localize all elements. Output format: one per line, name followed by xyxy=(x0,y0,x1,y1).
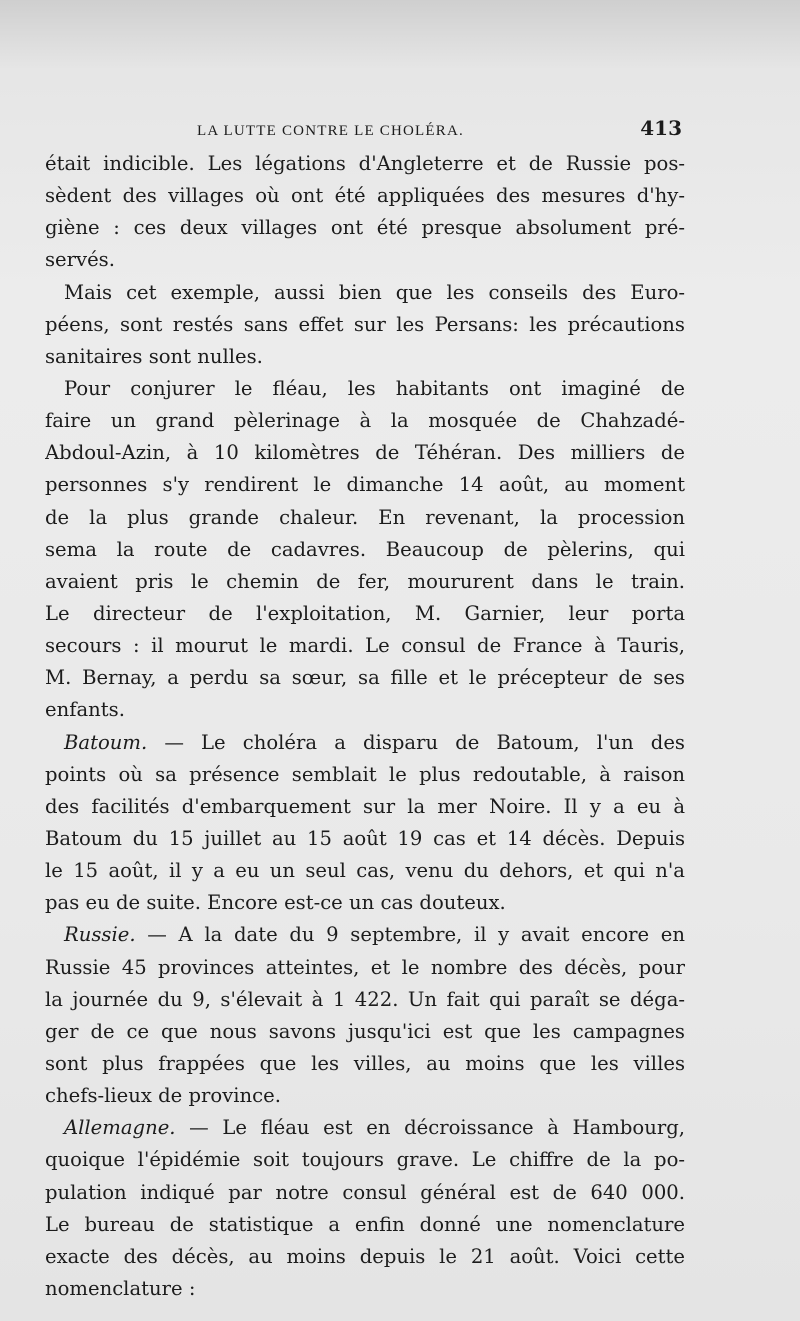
text-line: Le directeur de l'exploitation, M. Garnier, leur porta xyxy=(45,601,685,625)
text-line: de la plus grande chaleur. En revenant, la procession xyxy=(45,505,685,529)
page-number: 413 xyxy=(640,116,682,140)
text-line: pas eu de suite. Encore est-ce un cas douteux. xyxy=(45,891,506,915)
text-line: Batoum. — Le choléra a disparu de Batoum, l'un des xyxy=(64,730,685,754)
text-line: personnes s'y rendirent le dimanche 14 août, au moment xyxy=(45,473,685,497)
section-heading: Allemagne. xyxy=(64,1116,176,1140)
text-line: ger de ce que nous savons jusqu'ici est que les campagnes xyxy=(45,1019,685,1043)
text-line: faire un grand pèlerinage à la mosquée de Chahzadé- xyxy=(45,409,685,433)
text-line: sèdent des villages où ont été appliquées des mesures d'hy- xyxy=(45,184,685,208)
text-line: le 15 août, il y a eu un seul cas, venu du dehors, et qui n'a xyxy=(45,859,685,883)
text-line: secours : il mourut le mardi. Le consul de France à Tauris, xyxy=(45,634,685,658)
text-line: enfants. xyxy=(45,698,125,722)
text-line: sont plus frappées que les villes, au moins que les villes xyxy=(45,1051,685,1075)
text-line: était indicible. Les légations d'Angleterre et de Russie pos- xyxy=(45,152,685,175)
text-line: Allemagne. — Le fléau est en décroissance à Hambourg, xyxy=(64,1116,685,1140)
text-line: Abdoul-Azin, à 10 kilomètres de Téhéran. Des milliers de xyxy=(45,441,685,465)
text-line: sanitaires sont nulles. xyxy=(45,344,263,368)
text-line: avaient pris le chemin de fer, moururent dans le train. xyxy=(45,569,685,593)
text-line: chefs-lieux de province. xyxy=(45,1084,281,1108)
text-line: servés. xyxy=(45,248,115,272)
text-line: Russie. — A la date du 9 septembre, il y avait encore en xyxy=(64,923,685,947)
text-line: giène : ces deux villages ont été presque absolument pré- xyxy=(45,216,685,240)
running-head xyxy=(197,116,682,140)
text-line: la journée du 9, s'élevait à 1 422. Un fait qui paraît se déga- xyxy=(45,987,685,1011)
text-line: points où sa présence semblait le plus redoutable, à raison xyxy=(45,762,685,786)
text-line: des facilités d'embarquement sur la mer Noire. Il y a eu à xyxy=(45,794,685,818)
text-line: sema la route de cadavres. Beaucoup de pèlerins, qui xyxy=(45,537,685,561)
section-heading: Russie. xyxy=(64,923,136,947)
text-line: exacte des décès, au moins depuis le 21 août. Voici cette xyxy=(45,1244,685,1268)
text-line: pulation indiqué par notre consul général est de 640 000. xyxy=(45,1180,685,1204)
running-title: LA LUTTE CONTRE LE CHOLÉRA. xyxy=(197,123,464,139)
text-line: Le bureau de statistique a enfin donné une nomenclature xyxy=(45,1212,685,1236)
text-line: Pour conjurer le fléau, les habitants ont imaginé de xyxy=(64,376,685,400)
text-line: quoique l'épidémie soit toujours grave. Le chiffre de la po- xyxy=(45,1148,685,1172)
section-heading: Batoum. xyxy=(64,730,148,754)
text-line: M. Bernay, a perdu sa sœur, sa fille et le précepteur de ses xyxy=(45,666,685,690)
body-text xyxy=(45,148,685,1305)
text-line: Batoum du 15 juillet au 15 août 19 cas et 14 décès. Depuis xyxy=(45,826,685,850)
text-line: Mais cet exemple, aussi bien que les conseils des Euro- xyxy=(64,280,685,304)
text-line: nomenclature : xyxy=(45,1276,196,1300)
text-line: Russie 45 provinces atteintes, et le nombre des décès, pour xyxy=(45,955,685,979)
text-line: péens, sont restés sans effet sur les Persans: les précautions xyxy=(45,312,685,336)
